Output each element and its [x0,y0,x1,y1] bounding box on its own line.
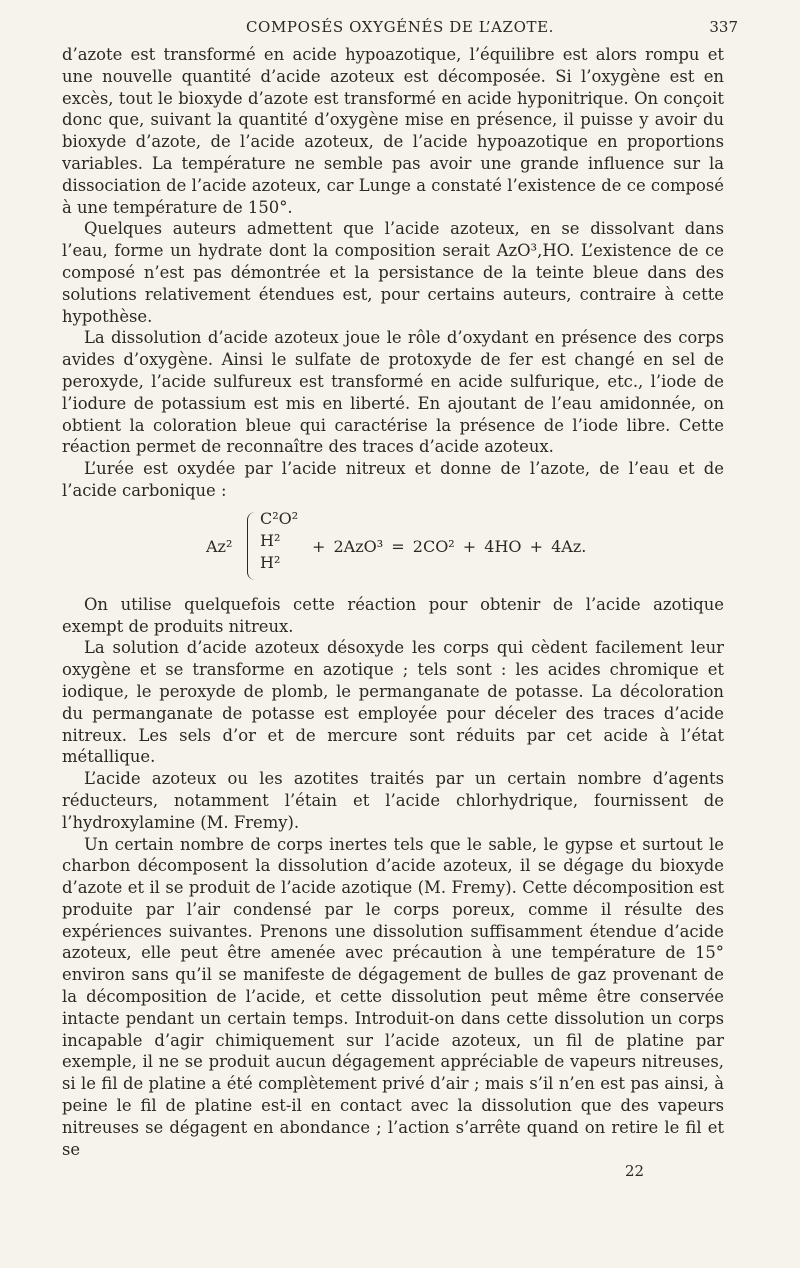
signature-mark: 22 [625,1162,645,1180]
paragraph-corps-inertes: Un certain nombre de corps inertes tels que le sable, le gypse et surtout le charbon décomposent la dissolution d’acide azoteux, il se dégage du bioxyde d’azote et il se produit de l’acide azotique (M. Fremy). Cette décomposition est produite par l’air condensé par le corps poreux, comme il résulte des expériences suivantes. Prenons une dissolution suffisamment étendue d’acide azoteux, elle peut être amenée avec précaution à une température de 15° environ sans qu’il se manifeste de dégagement de bulles de gaz provenant de la décomposition de l’acide, et cette dissolution peut même être conservée intacte pendant un certain temps. Introduit-on dans cette dissolution un corps incapable d’agir chimiquement sur l’acide azoteux, un fil de platine par exemple, il ne se produit aucun dégagement appréciable de vapeurs nitreuses, si le fil de platine a été complètement privé d’air ; mais s’il n’en est pas ainsi, à peine le fil de platine est-il en contact avec la dissolution que des vapeurs nitreuses se dégagent en abondance ; l’action s’arrête quand on retire le fil et se [62,834,724,1159]
equation-right-side: + 2AzO³ = 2CO² + 4HO + 4Az. [312,536,587,556]
paragraph-continuation: d’azote est transformé en acide hypoazotique, l’équilibre est alors rompu et une nouvelle quantité d’acide azoteux est décomposée. Si l’oxygène est en excès, tout le bioxyde d’azote est transformé en acide hyponitrique. On conçoit donc que, suivant la quantité d’oxygène mise en présence, il puisse y avoir du bioxyde d’azote, de l’acide azoteux, de l’acide hypoazotique en proportions variables. La température ne semble pas avoir une grande influence sur la dissociation de l’acide azoteux, car Lunge a constaté l’existence de ce composé à une température de 150°. [62,45,724,217]
body-text [62,44,724,1160]
equation-stack [260,508,298,574]
paragraph-acide-azotique: On utilise quelquefois cette réaction pour obtenir de l’acide azotique exempt de produits nitreux. [62,594,724,636]
paragraph-oxidant: La dissolution d’acide azoteux joue le rôle d’oxydant en présence des corps avides d’oxygène. Ainsi le sulfate de protoxyde de fer est changé en sel de peroxyde, l’acide sulfureux est transformé en acide sulfurique, etc., l’iode de l’iodure de potassium est mis en liberté. En ajoutant de l’eau amidonnée, on obtient la coloration bleue qui caractérise la présence de l’iode libre. Cette réaction permet de reconnaître des traces d’acide azoteux. [62,328,724,457]
paragraph-uree: L’urée est oxydée par l’acide nitreux et donne de l’azote, de l’eau et de l’acide carbonique : [62,459,724,500]
page-number: 337 [709,18,738,36]
paragraph-hydroxylamine: L’acide azoteux ou les azotites traités par un certain nombre d’agents réducteurs, notamment l’étain et l’acide chlorhydrique, fournissent de l’hydroxylamine (M. Fremy). [62,769,724,832]
chemical-equation [62,504,724,590]
equation-stack-line: H² [260,552,281,572]
running-title: COMPOSÉS OXYGÉNÉS DE L’AZOTE. [245,18,554,36]
paragraph-hydrate: Quelques auteurs admettent que l’acide azoteux, en se dissolvant dans l’eau, forme un hydrate dont la composition serait AzO³,HO. L’existence de ce composé n’est pas démontrée et la persistance de la teinte bleue dans des solutions relativement étendues est, pour certains auteurs, contraire à cette hypothèse. [62,219,724,326]
equation-stack-line: C²O² [260,508,299,528]
paragraph-desoxyde: La solution d’acide azoteux désoxyde les corps qui cèdent facilement leur oxygène et se transforme en azotique ; tels sont : les acides chromique et iodique, le peroxyde de plomb, le permanganate de potasse. La décoloration du permanganate de potasse est employée pour déceler des traces d’acide nitreux. Les sels d’or et de mercure sont réduits par cet acide à l’état métallique. [62,638,724,767]
equation-brace [247,512,256,580]
equation-stack-line: H² [260,530,281,550]
equation-left-term: Az² [206,536,233,556]
running-head [62,18,738,42]
